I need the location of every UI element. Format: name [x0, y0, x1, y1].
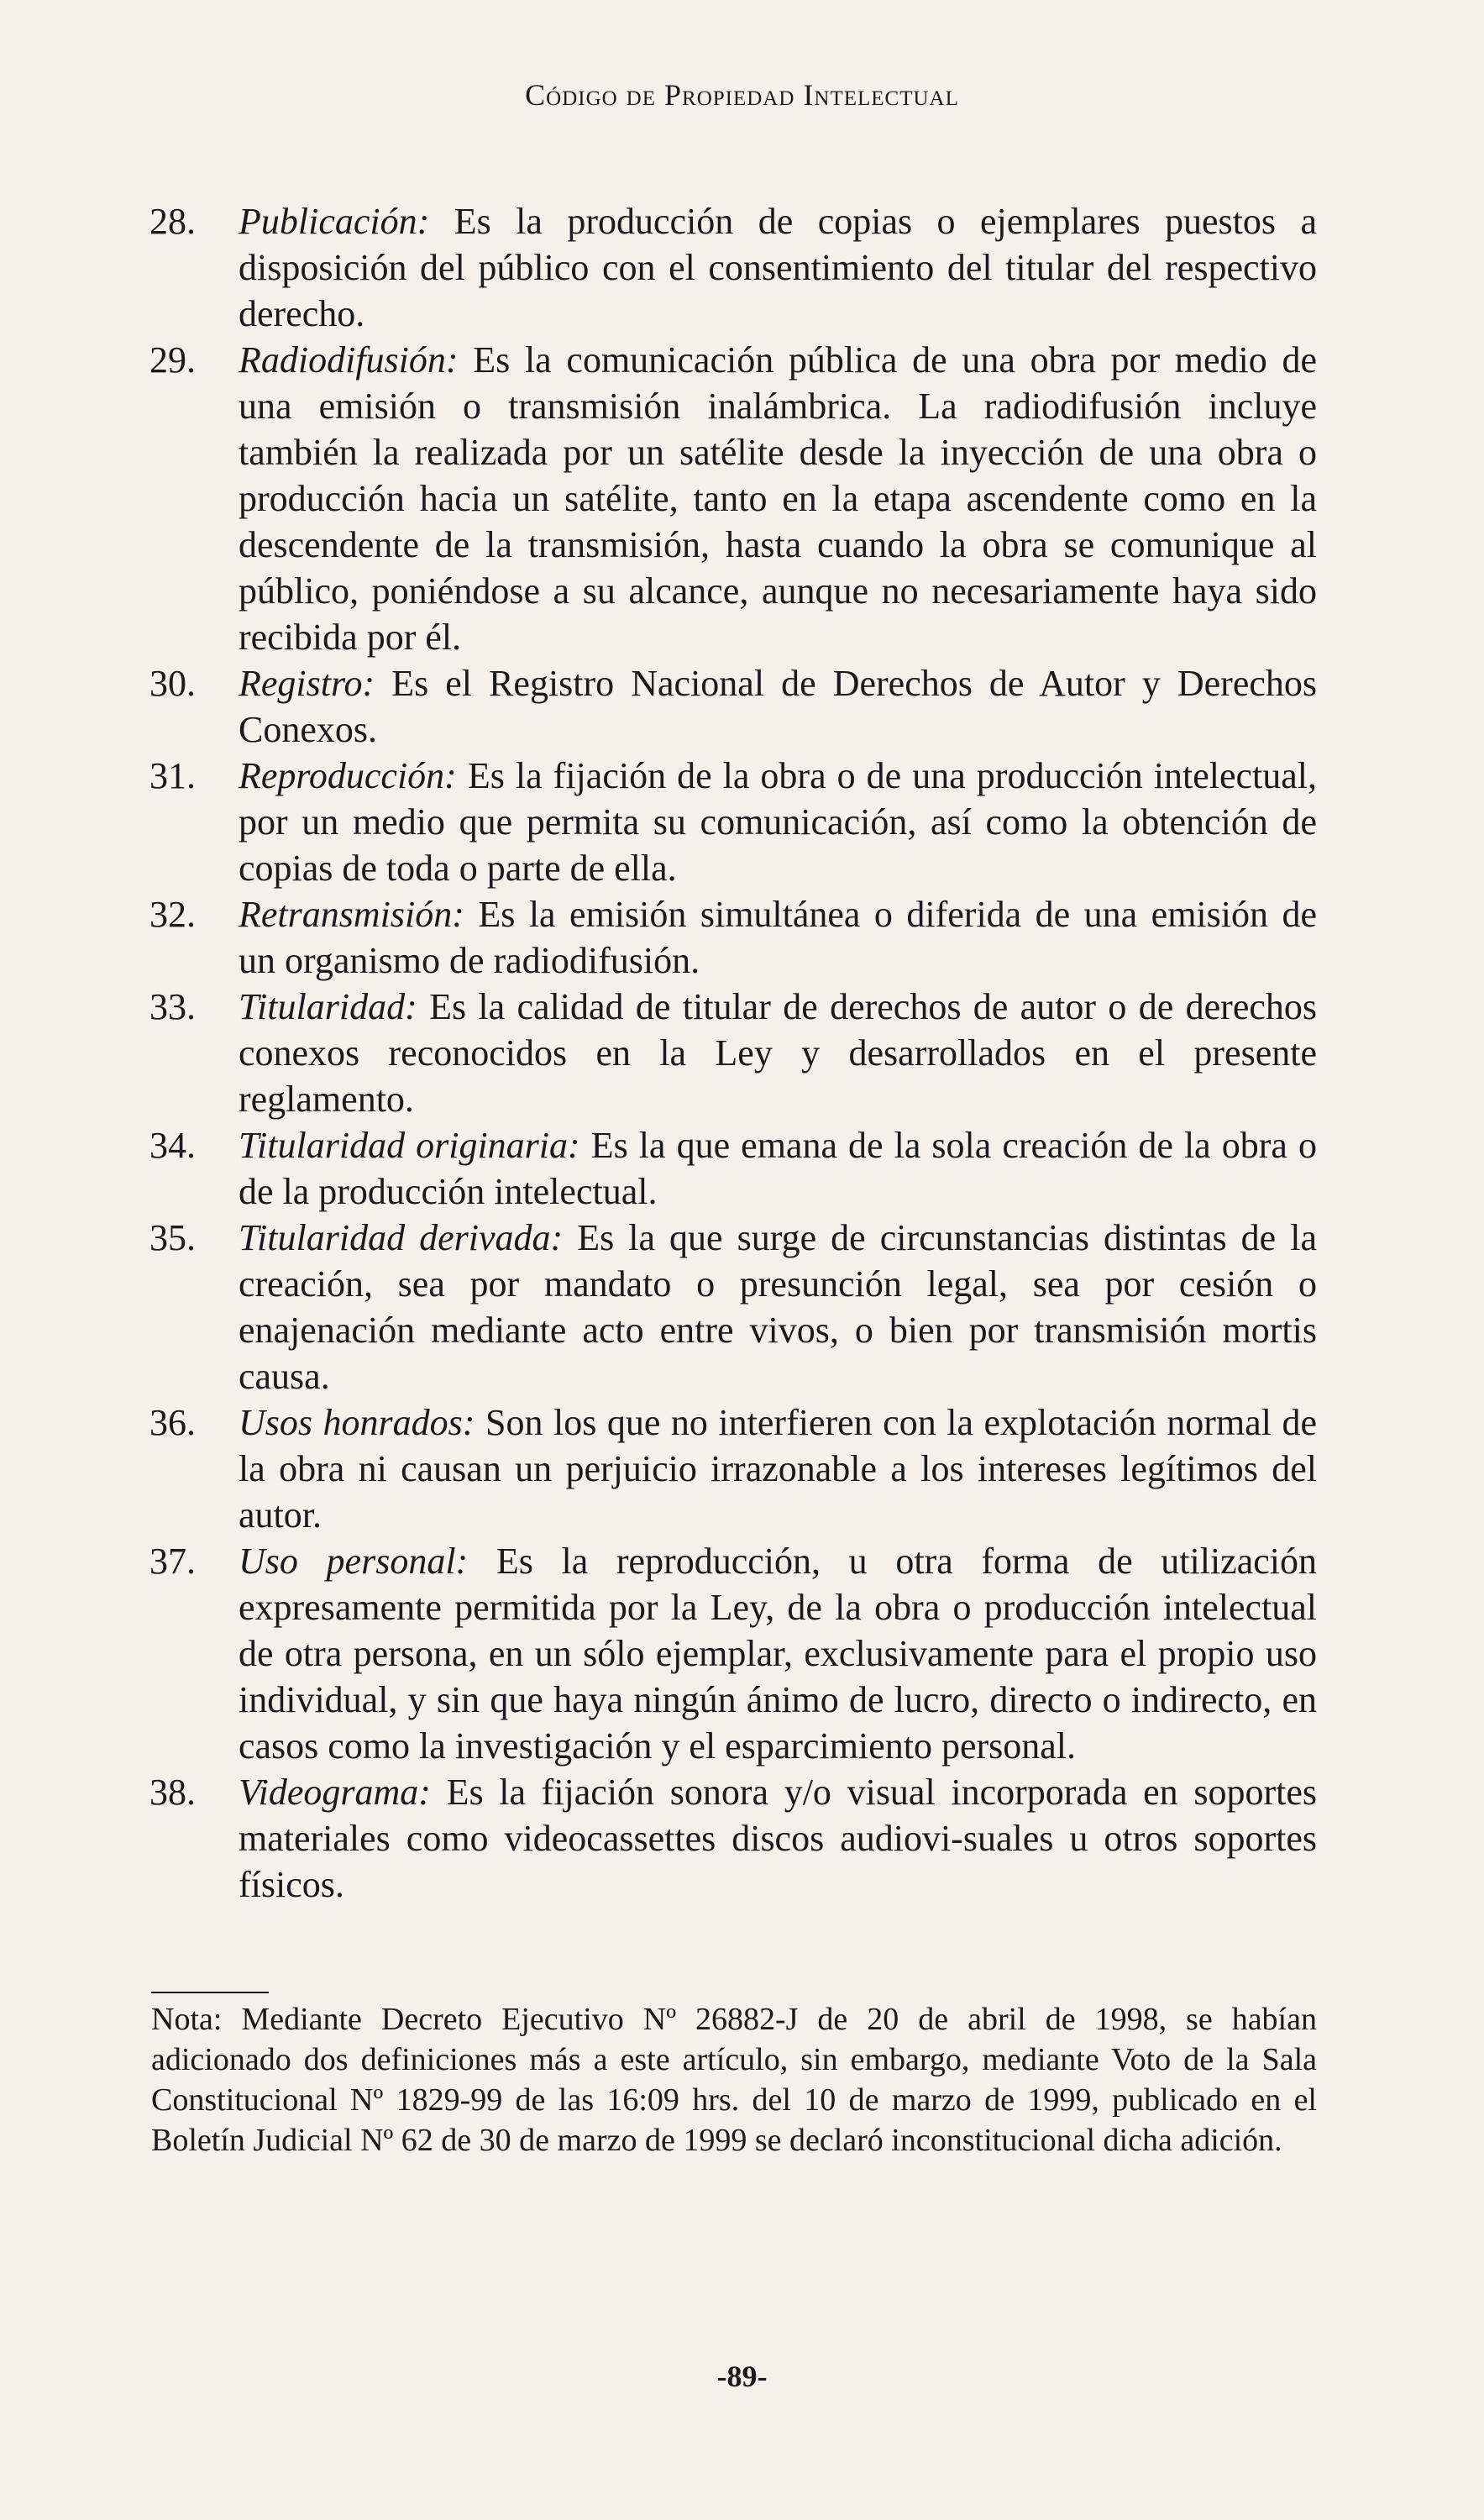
- definition-item: [149, 984, 1317, 1122]
- definition-item: [149, 1122, 1317, 1215]
- definition-term: Videograma:: [239, 1772, 431, 1813]
- definition-term: Uso personal:: [239, 1541, 469, 1582]
- definition-term: Retransmisión:: [239, 894, 464, 935]
- definition-number: 34.: [149, 1125, 196, 1166]
- definition-term: Titularidad derivada:: [239, 1217, 564, 1258]
- definition-number: 31.: [149, 755, 196, 796]
- definition-text: Es la reproducción, u otra forma de utilización expresamente permitida por la Ley, de la obra o producción intelectual de otra persona, en un sólo ejemplar, exclusivamente para el propio uso individual, y sin que haya ningún ánimo de lucro, directo o indirecto, en casos como la investigación y el esparcimiento personal.: [239, 1541, 1317, 1767]
- definition-number: 37.: [149, 1541, 196, 1582]
- definition-item: [149, 1538, 1317, 1769]
- definition-number: 30.: [149, 663, 196, 704]
- page-number: -89-: [716, 2360, 768, 2393]
- definition-text: Es la calidad de titular de derechos de autor o de derechos conexos reconocidos en la Ley y desarrollados en el presente reglamento.: [239, 986, 1317, 1120]
- definition-text: Es el Registro Nacional de Derechos de Autor y Derechos Conexos.: [239, 663, 1317, 750]
- definition-text: Es la que surge de circunstancias distintas de la creación, sea por mandato o presunción legal, sea por cesión o enajenación mediante acto entre vivos, o bien por transmisión mortis causa.: [239, 1217, 1318, 1397]
- definition-text: Es la comunicación pública de una obra por medio de una emisión o transmisión inalámbrica. La radiodifusión incluye también la realizada por un satélite desde la inyección de una obra o producción hacia un satélite, tanto en la etapa ascendente como en la descendente de la transmisión, hasta cuando la obra se comunique al público, poniéndose a su alcance, aunque no necesariamente haya sido recibida por él.: [239, 339, 1317, 658]
- definition-text: Es la que emana de la sola creación de la obra o de la producción intelectual.: [239, 1125, 1317, 1212]
- footnote-text: Nota: Mediante Decreto Ejecutivo Nº 26882-J de 20 de abril de 1998, se habían adicionado dos definiciones más a este artículo, sin embargo, mediante Voto de la Sala Constitucional Nº 1829-99 de las 16:09 hrs. del 10 de marzo de 1999, publicado en el Boletín Judicial Nº 62 de 30 de marzo de 1999 se declaró inconstitucional dicha adición.: [151, 2002, 1317, 2158]
- definition-item: [149, 1215, 1317, 1399]
- definition-term: Reproducción:: [239, 755, 457, 796]
- definition-term: Usos honrados:: [239, 1402, 475, 1443]
- definition-item: [149, 1399, 1317, 1538]
- definition-number: 36.: [149, 1402, 196, 1443]
- definition-text: Es la emisión simultánea o diferida de una emisión de un organismo de radiodifusión.: [239, 894, 1317, 981]
- definition-item: [149, 753, 1317, 891]
- definition-number: 38.: [149, 1772, 196, 1813]
- definition-number: 29.: [149, 339, 196, 381]
- definition-item: [149, 1769, 1317, 1908]
- definition-term: Registro:: [239, 663, 375, 704]
- definition-text: Es la producción de copias o ejemplares puestos a disposición del público con el consentimiento del titular del respectivo derecho.: [239, 201, 1317, 334]
- definition-term: Titularidad:: [239, 986, 417, 1027]
- definition-item: [149, 198, 1317, 337]
- running-header: Código de Propiedad Intelectual: [525, 78, 959, 112]
- definition-term: Radiodifusión:: [239, 339, 459, 381]
- definition-item: [149, 891, 1317, 984]
- definition-text: Es la fijación sonora y/o visual incorporada en soportes materiales como videocassettes discos audiovi-suales u otros soportes físicos.: [239, 1772, 1317, 1905]
- definition-text: Es la fijación de la obra o de una producción intelectual, por un medio que permita su comunicación, así como la obtención de copias de toda o parte de ella.: [239, 755, 1317, 889]
- definition-term: Titularidad originaria:: [239, 1125, 580, 1166]
- definition-item: [149, 660, 1317, 753]
- definition-number: 28.: [149, 201, 196, 242]
- definition-number: 32.: [149, 894, 196, 935]
- definition-term: Publicación:: [239, 201, 430, 242]
- definitions-list: [149, 198, 1317, 1908]
- definition-item: [149, 337, 1317, 660]
- footnote-divider: [151, 1992, 269, 1993]
- definition-number: 35.: [149, 1217, 196, 1258]
- definition-text: Son los que no interfieren con la explotación normal de la obra ni causan un perjuicio irrazonable a los intereses legítimos del autor.: [239, 1402, 1317, 1536]
- definition-number: 33.: [149, 986, 196, 1027]
